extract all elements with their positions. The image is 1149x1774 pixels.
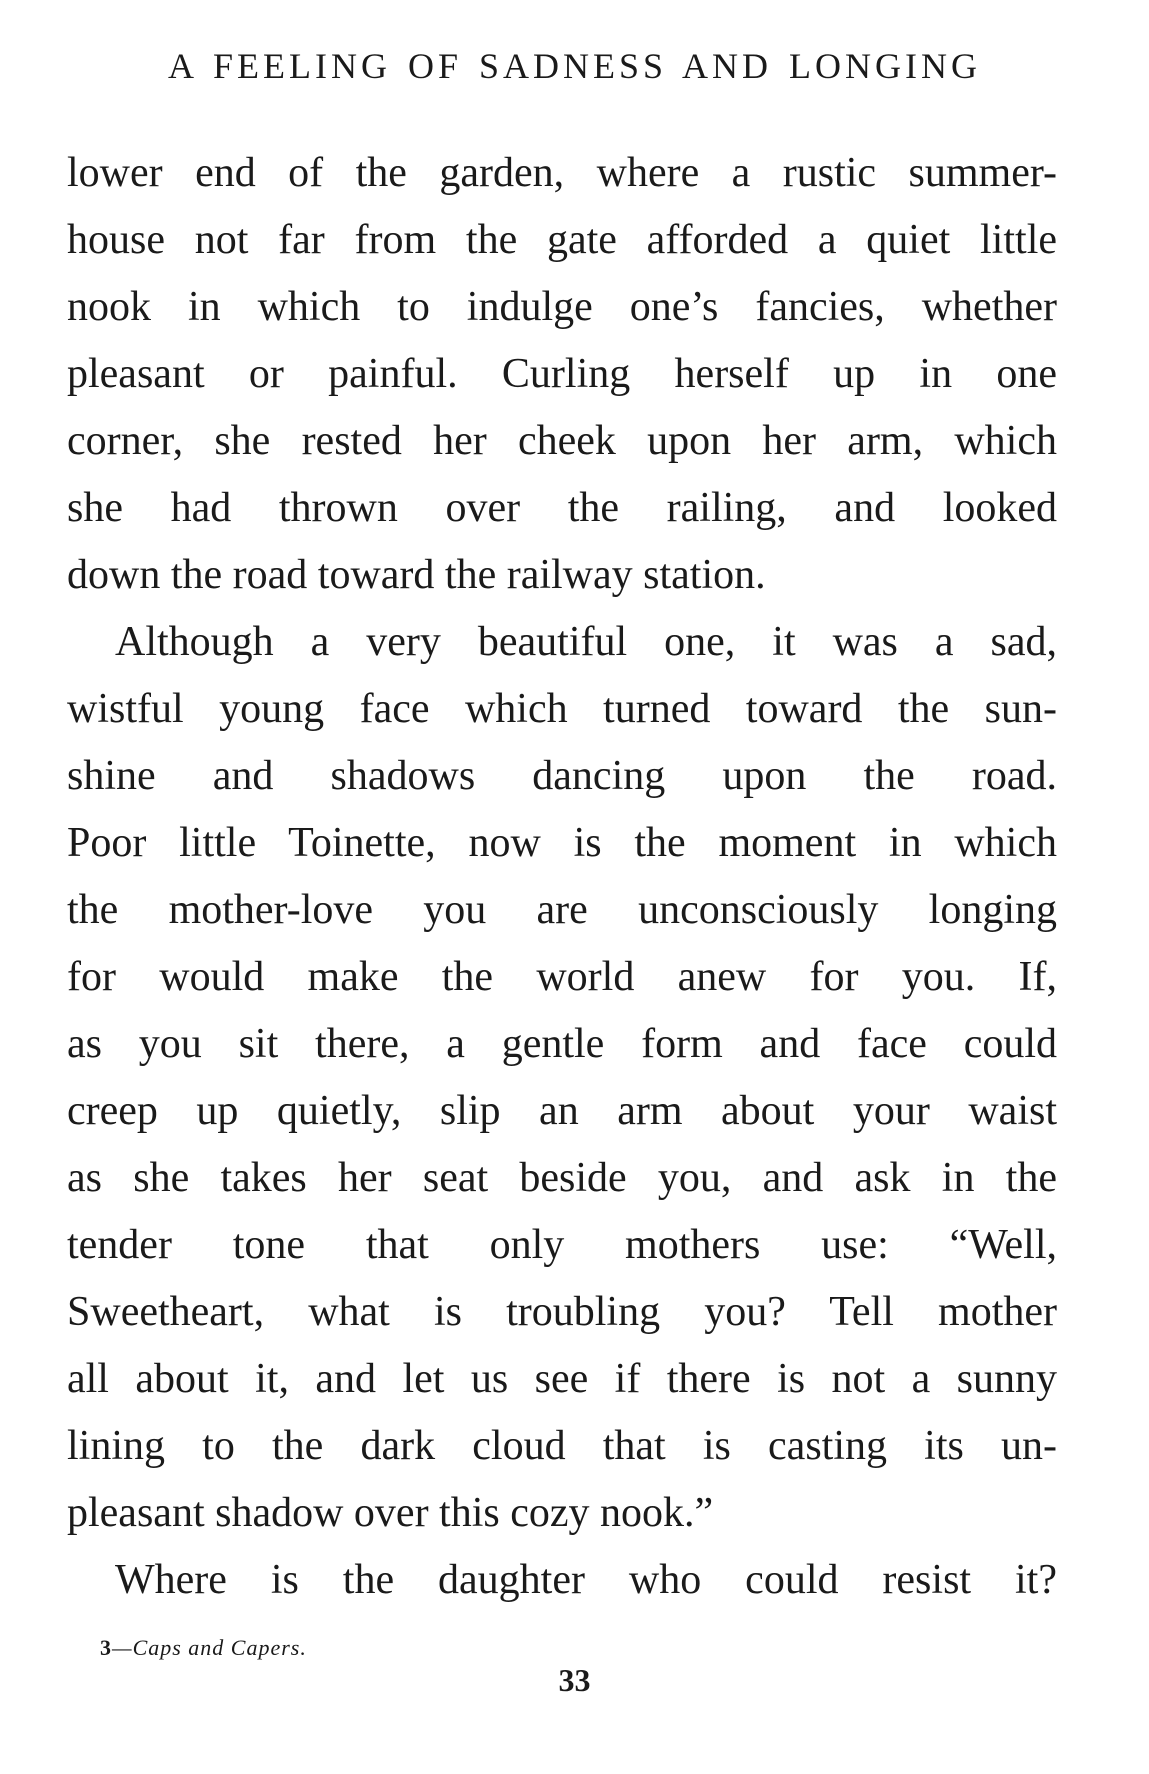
text-line: down the road toward the railway station. bbox=[67, 552, 766, 598]
text-line: lower end of the garden, where a rustic summer- bbox=[67, 150, 1057, 196]
body-text bbox=[67, 140, 1057, 1614]
text-line: Although a very beautiful one, it was a sad, bbox=[115, 619, 1057, 665]
text-line: tender tone that only mothers use: “Well, bbox=[67, 1222, 1057, 1268]
paragraph-2 bbox=[67, 609, 1057, 1547]
text-line: house not far from the gate afforded a quiet little bbox=[67, 217, 1057, 263]
page-number: 33 bbox=[558, 1662, 591, 1698]
paragraph-3 bbox=[67, 1547, 1057, 1614]
text-line: pleasant or painful. Curling herself up in one bbox=[67, 351, 1057, 397]
text-line: as she takes her seat beside you, and ask in the bbox=[67, 1155, 1057, 1201]
text-line: Poor little Toinette, now is the moment in which bbox=[67, 820, 1057, 866]
signature-dash: — bbox=[112, 1635, 133, 1660]
signature-title: Caps and Capers. bbox=[132, 1635, 307, 1660]
paragraph-1 bbox=[67, 140, 1057, 609]
text-line: Where is the daughter who could resist it? bbox=[115, 1557, 1057, 1603]
text-line: the mother-love you are unconsciously longing bbox=[67, 887, 1057, 933]
text-line: all about it, and let us see if there is not a sunny bbox=[67, 1356, 1057, 1402]
text-line: for would make the world anew for you. If, bbox=[67, 954, 1057, 1000]
text-line: pleasant shadow over this cozy nook.” bbox=[67, 1490, 714, 1536]
text-line: as you sit there, a gentle form and face could bbox=[67, 1021, 1057, 1067]
signature-number: 3 bbox=[100, 1635, 112, 1660]
text-line: nook in which to indulge one’s fancies, whether bbox=[67, 284, 1057, 330]
text-line: lining to the dark cloud that is casting its un- bbox=[67, 1423, 1057, 1469]
running-head: A FEELING OF SADNESS AND LONGING bbox=[167, 46, 982, 86]
text-line: corner, she rested her cheek upon her arm, which bbox=[67, 418, 1057, 464]
text-line: Sweetheart, what is troubling you? Tell mother bbox=[67, 1289, 1057, 1335]
text-line: creep up quietly, slip an arm about your waist bbox=[67, 1088, 1057, 1134]
text-line: she had thrown over the railing, and looked bbox=[67, 485, 1057, 531]
text-line: wistful young face which turned toward the sun- bbox=[67, 686, 1057, 732]
text-line: shine and shadows dancing upon the road. bbox=[67, 753, 1057, 799]
signature-mark bbox=[100, 1633, 307, 1663]
